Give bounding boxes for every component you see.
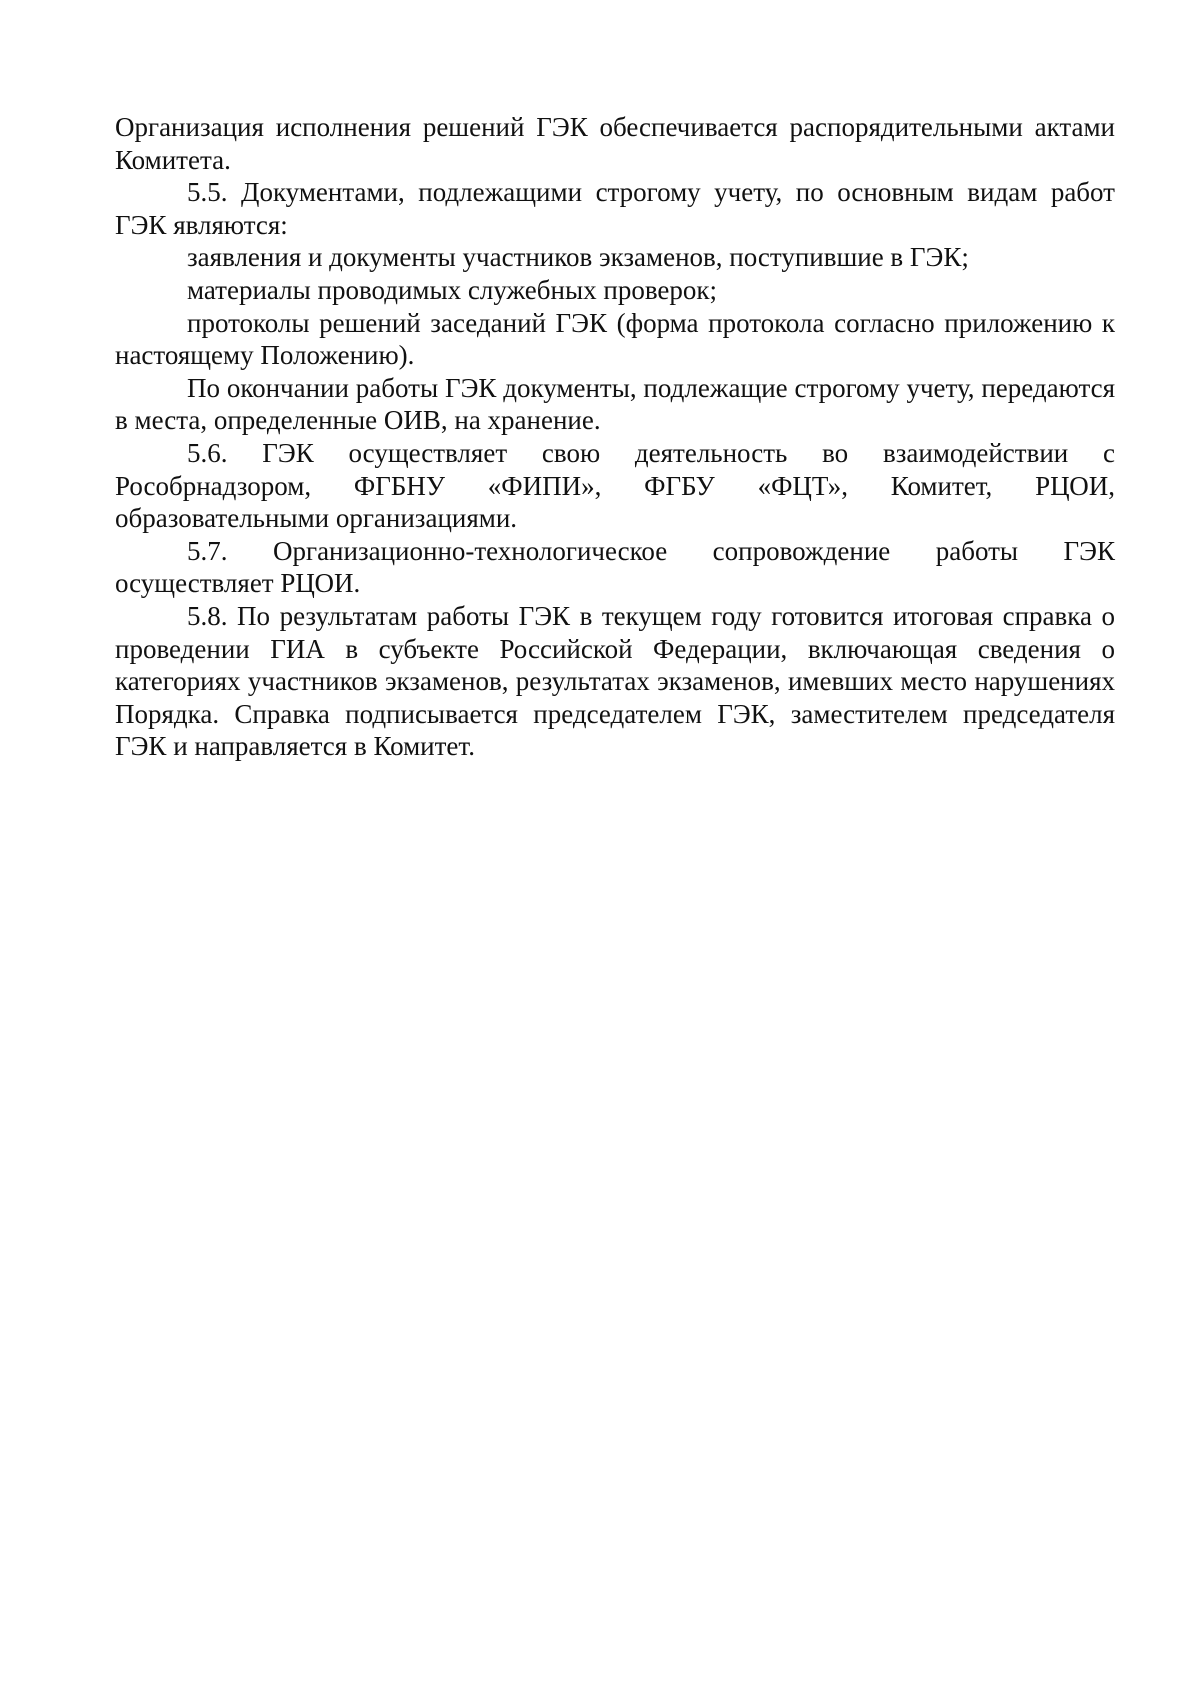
paragraph-5-6-interaction: 5.6. ГЭК осуществляет свою деятельность во взаимодействии с Рособрнадзором, ФГБНУ «ФИПИ», ФГБУ «ФЦТ», Комитет, РЦОИ, образовательными организациями. — [115, 437, 1115, 534]
paragraph-5-5-strict-accounting-documents: 5.5. Документами, подлежащими строгому учету, по основным видам работ ГЭК являются: — [115, 177, 1115, 240]
paragraph-gek-decisions-execution: Организация исполнения решений ГЭК обеспечивается распорядительными актами Комитета. — [115, 112, 1115, 175]
document-body — [115, 111, 1115, 763]
paragraph-documents-storage: По окончании работы ГЭК документы, подлежащие строгому учету, передаются в места, определенные ОИВ, на хранение. — [115, 372, 1115, 436]
list-item-applications: заявления и документы участников экзаменов, поступившие в ГЭК; — [187, 242, 969, 273]
paragraph-5-8-final-report: 5.8. По результатам работы ГЭК в текущем году готовится итоговая справка о проведении ГИА в субъекте Российской Федерации, включающая сведения о категориях участников экзаменов, результатах экзаменов, имевших место нарушениях Порядка. Справка подписывается председателем ГЭК, заместителем председателя ГЭК и направляется в Комитет. — [115, 600, 1115, 762]
list-item-meeting-protocols: протоколы решений заседаний ГЭК (форма протокола согласно приложению к настоящему Положению). — [115, 307, 1115, 371]
paragraph-5-7-technological-support: 5.7. Организационно-технологическое сопровождение работы ГЭК осуществляет РЦОИ. — [115, 535, 1115, 599]
list-item-inspection-materials: материалы проводимых служебных проверок; — [187, 274, 718, 305]
